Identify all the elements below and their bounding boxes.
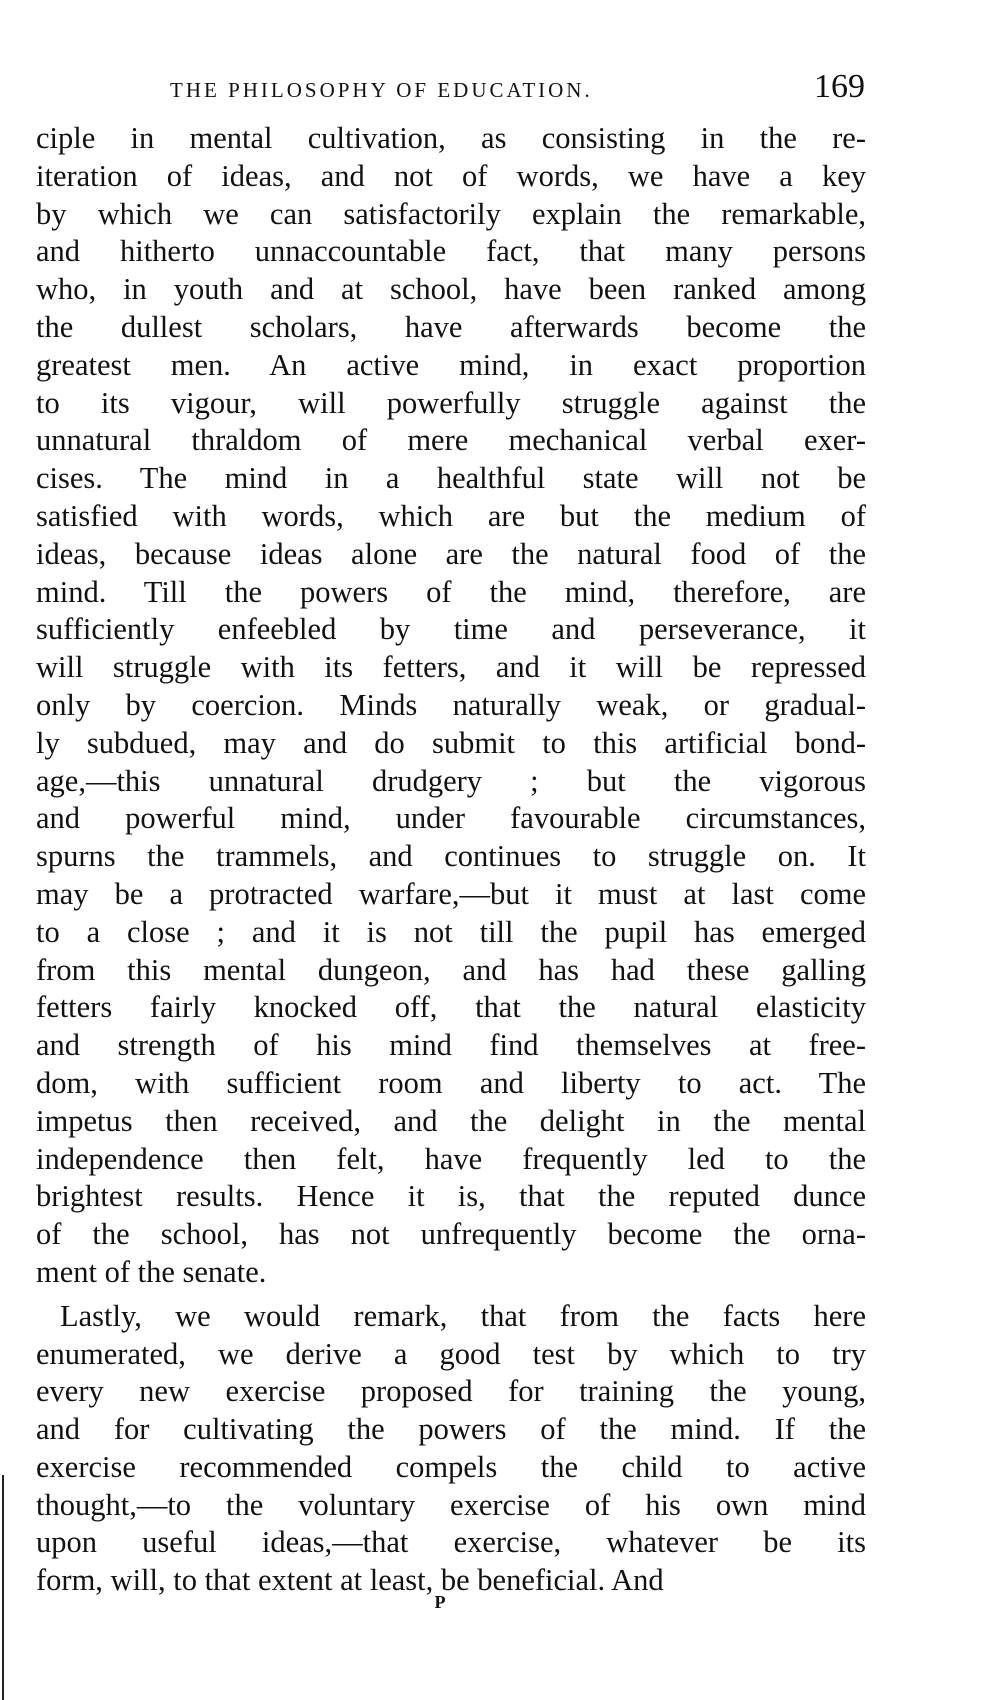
text-line: and powerful mind, under favourable circumstances, xyxy=(36,801,866,836)
text-line: and strength of his mind find themselves at free- xyxy=(36,1028,866,1063)
text-line: the dullest scholars, have afterwards become the xyxy=(36,309,866,344)
text-line: to its vigour, will powerfully struggle against the xyxy=(36,385,866,420)
text-line: enumerated, we derive a good test by which to try xyxy=(36,1336,866,1371)
text-line: only by coercion. Minds naturally weak, or gradual- xyxy=(36,687,866,722)
text-line: thought,—to the voluntary exercise of his own mind xyxy=(36,1487,866,1522)
text-line: form, will, to that extent at least, be beneficial. And xyxy=(36,1563,664,1598)
text-line: age,—this unnatural drudgery ; but the vigorous xyxy=(36,763,866,798)
paragraph-1 xyxy=(36,120,866,1292)
text-line: exercise recommended compels the child to active xyxy=(36,1449,866,1484)
body-text xyxy=(36,120,866,1600)
text-line: unnatural thraldom of mere mechanical verbal exer- xyxy=(36,423,866,458)
text-line: independence then felt, have frequently led to the xyxy=(36,1141,866,1176)
text-line: satisfied with words, which are but the medium of xyxy=(36,498,866,533)
text-line: ment of the senate. xyxy=(36,1254,267,1289)
text-line: ciple in mental cultivation, as consisting in the re- xyxy=(36,121,866,155)
page-header xyxy=(40,68,865,108)
text-line: impetus then received, and the delight in the mental xyxy=(36,1103,866,1138)
text-line: of the school, has not unfrequently become the orna- xyxy=(36,1217,866,1252)
text-line: will struggle with its fetters, and it will be repressed xyxy=(36,650,866,685)
text-line: by which we can satisfactorily explain the remarkable, xyxy=(36,196,866,231)
page-number: 169 xyxy=(814,68,865,105)
text-line: brightest results. Hence it is, that the reputed dunce xyxy=(36,1179,866,1214)
text-line: mind. Till the powers of the mind, therefore, are xyxy=(36,574,866,609)
signature-mark: P xyxy=(434,1592,446,1612)
text-line: ly subdued, may and do submit to this artificial bond- xyxy=(36,725,866,760)
text-line: ideas, because ideas alone are the natural food of the xyxy=(36,536,866,571)
text-line: Lastly, we would remark, that from the facts here xyxy=(60,1298,866,1333)
running-title: THE PHILOSOPHY OF EDUCATION. xyxy=(170,78,593,102)
page-edge-rule xyxy=(2,1475,4,1700)
text-line: every new exercise proposed for training the young, xyxy=(36,1374,866,1409)
text-line: fetters fairly knocked off, that the natural elasticity xyxy=(36,990,866,1025)
text-line: and hitherto unnaccountable fact, that many persons xyxy=(36,234,866,269)
text-line: spurns the trammels, and continues to struggle on. It xyxy=(36,839,866,874)
text-line: upon useful ideas,—that exercise, whatever be its xyxy=(36,1525,866,1560)
text-line: who, in youth and at school, have been ranked among xyxy=(36,272,866,307)
paragraph-2 xyxy=(36,1298,866,1600)
text-line: greatest men. An active mind, in exact proportion xyxy=(36,347,866,382)
text-line: and for cultivating the powers of the mind. If the xyxy=(36,1412,866,1447)
text-line: dom, with sufficient room and liberty to act. The xyxy=(36,1065,866,1100)
text-line: from this mental dungeon, and has had these galling xyxy=(36,952,866,987)
text-line: cises. The mind in a healthful state will not be xyxy=(36,461,866,496)
text-line: sufficiently enfeebled by time and perseverance, it xyxy=(36,612,866,647)
text-line: may be a protracted warfare,—but it must at last come xyxy=(36,876,866,911)
text-line: iteration of ideas, and not of words, we have a key xyxy=(36,158,866,193)
text-line: to a close ; and it is not till the pupil has emerged xyxy=(36,914,866,949)
